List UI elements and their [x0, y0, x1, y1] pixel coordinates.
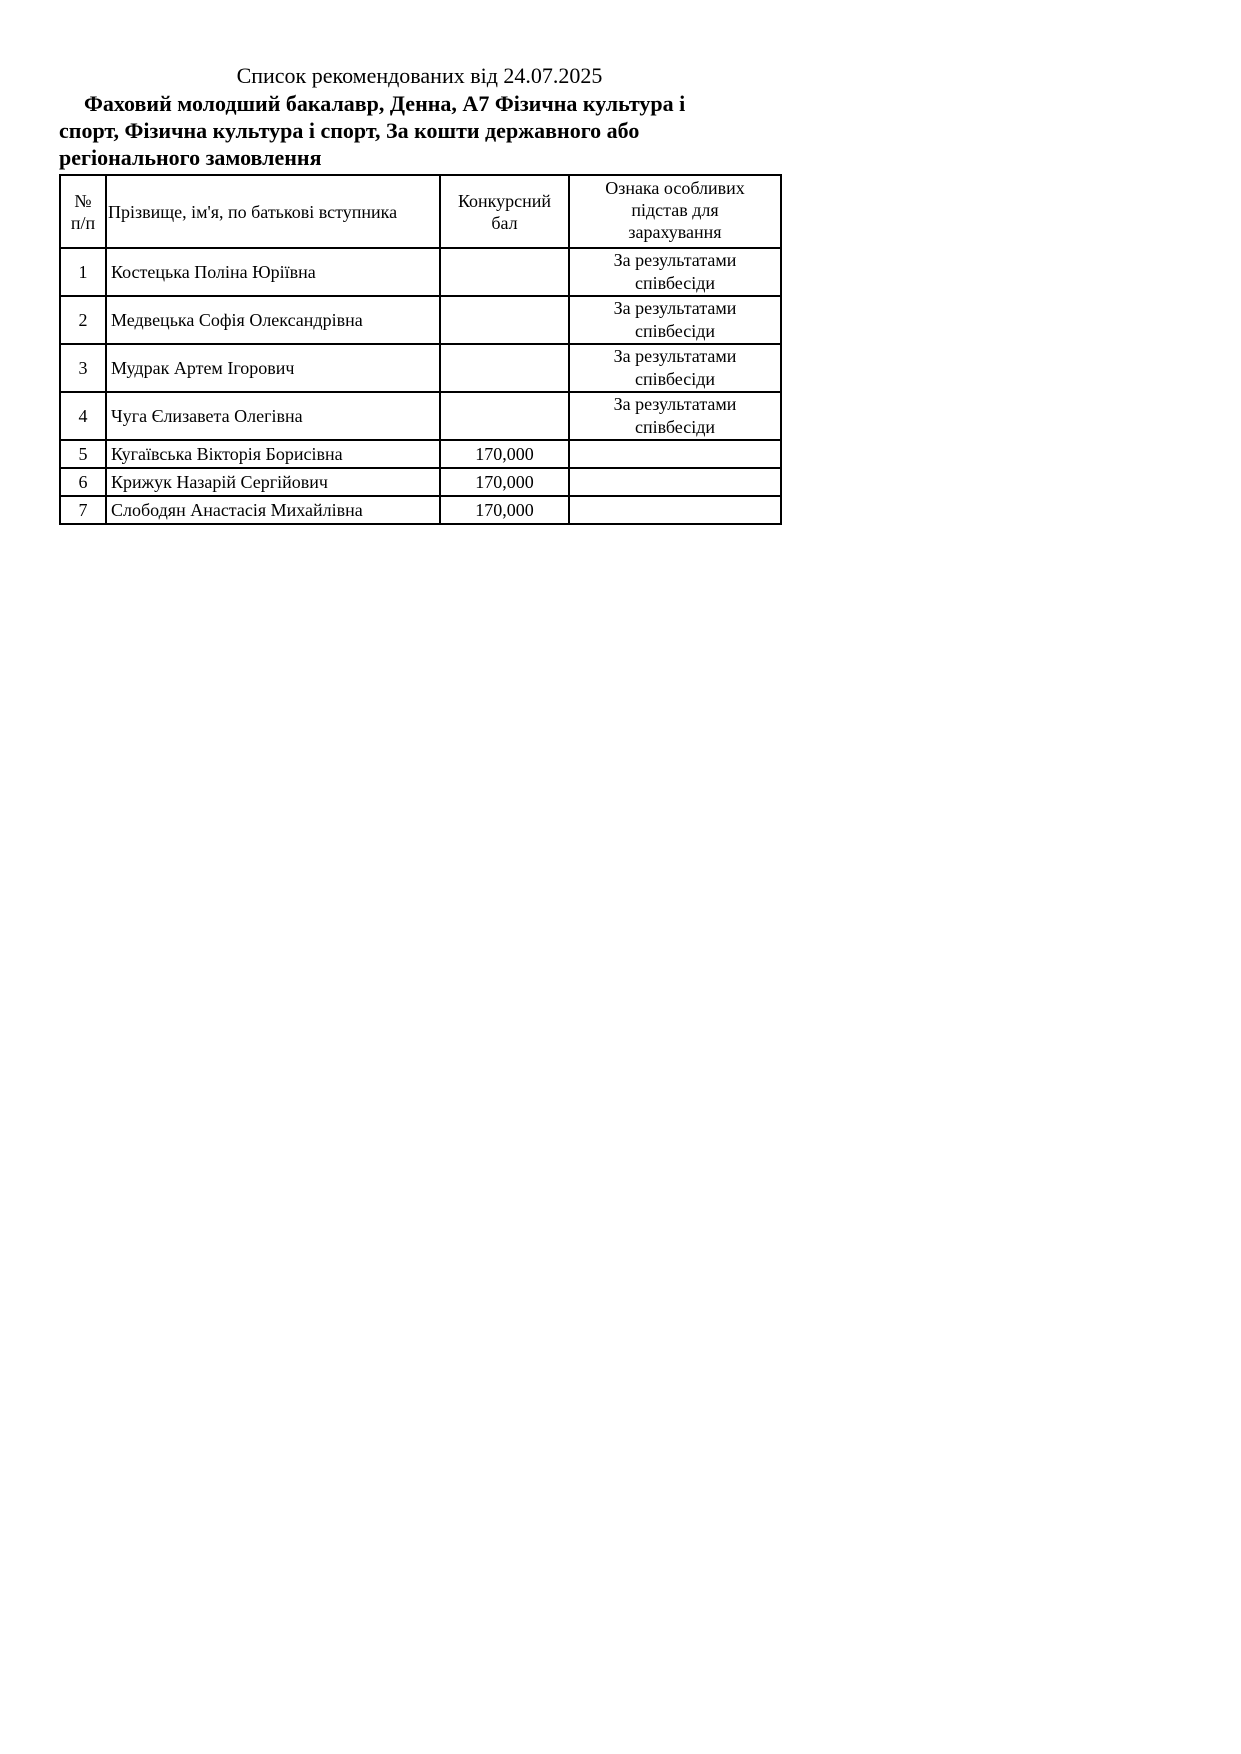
- special-grounds: [569, 440, 781, 468]
- applicant-name: Медвецька Софія Олександрівна: [106, 296, 440, 344]
- special-grounds: [569, 296, 781, 344]
- applicant-name: Кугаївська Вікторія Борисівна: [106, 440, 440, 468]
- competitive-score: [440, 248, 569, 296]
- page-subtitle: [59, 90, 789, 171]
- table-row: [60, 392, 781, 440]
- subtitle-line: спорт, Фізична культура і спорт, За кошти державного або: [59, 118, 640, 143]
- column-header-text: №: [74, 190, 92, 211]
- table-row: [60, 440, 781, 468]
- column-header-score: [440, 175, 569, 248]
- table-header-row: [60, 175, 781, 248]
- row-number: 5: [60, 440, 106, 468]
- subtitle-line: регіонального замовлення: [59, 145, 322, 170]
- applicant-name: Крижук Назарій Сергійович: [106, 468, 440, 496]
- applicant-name: Костецька Поліна Юріївна: [106, 248, 440, 296]
- competitive-score: [440, 296, 569, 344]
- competitive-score: [440, 392, 569, 440]
- table-row: [60, 248, 781, 296]
- column-header-special-grounds: [569, 175, 781, 248]
- special-grounds-text: За результатами: [613, 346, 737, 366]
- special-grounds-text: За результатами: [613, 250, 737, 270]
- table-row: [60, 496, 781, 524]
- row-number: 2: [60, 296, 106, 344]
- column-header-text: Ознака особливих: [605, 178, 745, 198]
- special-grounds-text: співбесіди: [634, 273, 716, 293]
- special-grounds-text: За результатами: [613, 394, 737, 414]
- special-grounds: [569, 392, 781, 440]
- row-number: 3: [60, 344, 106, 392]
- column-header-text: підстав для: [631, 200, 719, 220]
- recommended-list-table: [59, 174, 782, 525]
- competitive-score: [440, 344, 569, 392]
- row-number: 7: [60, 496, 106, 524]
- special-grounds-text: співбесіди: [634, 321, 716, 341]
- applicant-name: Мудрак Артем Ігорович: [106, 344, 440, 392]
- special-grounds: [569, 248, 781, 296]
- column-header-name: Прізвище, ім'я, по батькові вступника: [106, 175, 440, 248]
- column-header-text: Конкурсний: [457, 190, 552, 211]
- column-header-text: п/п: [70, 212, 96, 233]
- table-row: [60, 468, 781, 496]
- row-number: 1: [60, 248, 106, 296]
- competitive-score: 170,000: [440, 496, 569, 524]
- column-header-number: [60, 175, 106, 248]
- applicant-name: Слободян Анастасія Михайлівна: [106, 496, 440, 524]
- special-grounds-text: За результатами: [613, 298, 737, 318]
- special-grounds-text: співбесіди: [634, 417, 716, 437]
- column-header-text: зарахування: [628, 222, 722, 242]
- row-number: 6: [60, 468, 106, 496]
- special-grounds: [569, 344, 781, 392]
- table-row: [60, 344, 781, 392]
- table-row: [60, 296, 781, 344]
- special-grounds-text: співбесіди: [634, 369, 716, 389]
- page-title: Список рекомендованих від 24.07.2025: [236, 63, 603, 88]
- special-grounds: [569, 496, 781, 524]
- column-header-text: бал: [491, 212, 518, 233]
- subtitle-line: Фаховий молодший бакалавр, Денна, А7 Фізична культура і: [84, 91, 686, 116]
- special-grounds: [569, 468, 781, 496]
- applicant-name: Чуга Єлизавета Олегівна: [106, 392, 440, 440]
- competitive-score: 170,000: [440, 468, 569, 496]
- row-number: 4: [60, 392, 106, 440]
- competitive-score: 170,000: [440, 440, 569, 468]
